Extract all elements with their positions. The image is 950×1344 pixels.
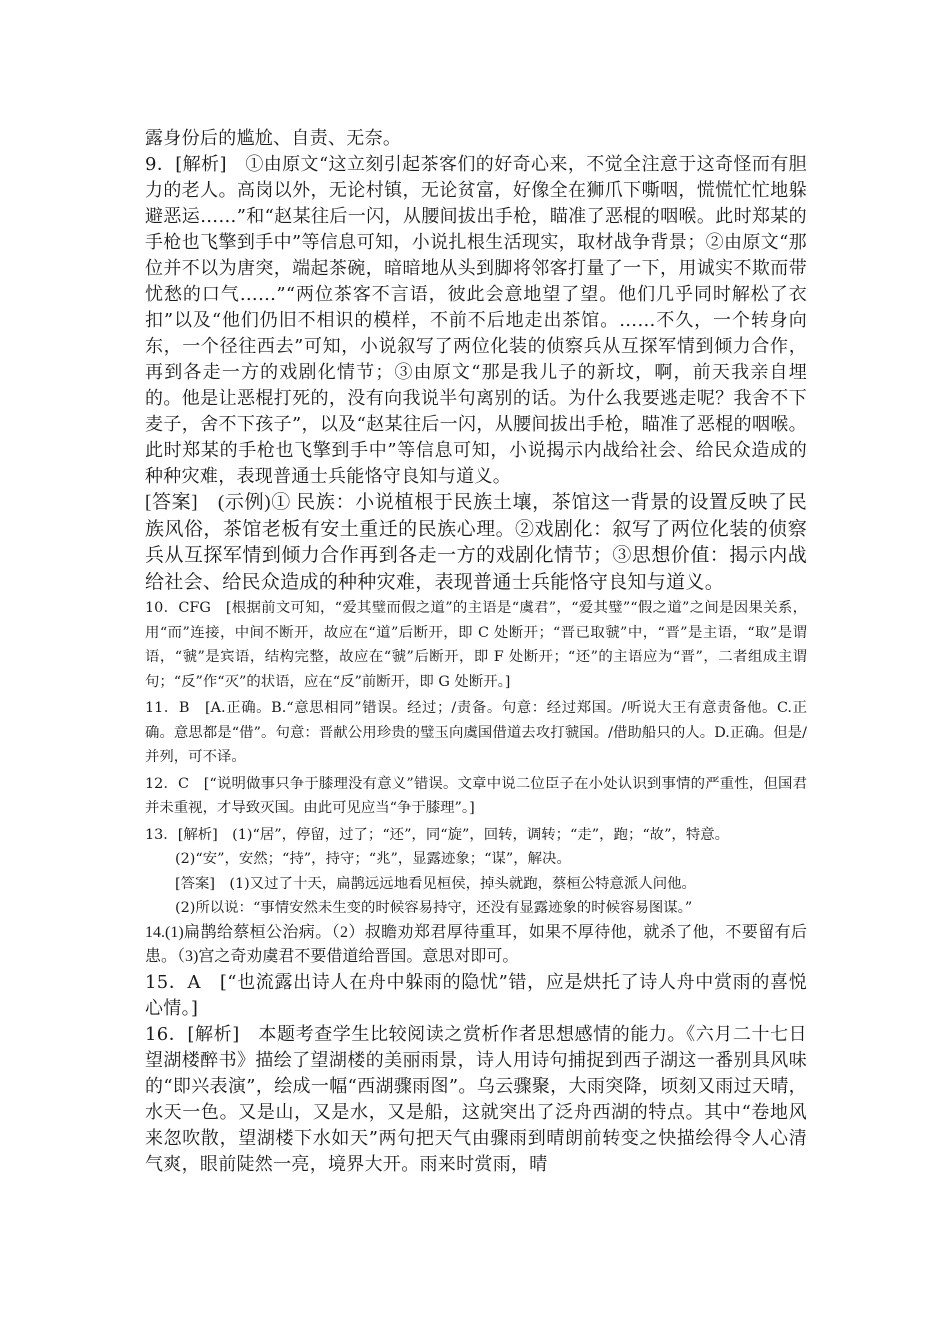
q15-answer: 15．A [“也流露出诗人在舟中躲雨的隐忧”错，应是烘托了诗人舟中赏雨的喜悦心情。]	[145, 971, 807, 1019]
q9-answer: [答案] (示例)① 民族：小说植根于民族土壤，茶馆这一背景的设置反映了民族风俗，茶馆老板有安土重迁的民族心理。②戏剧化：叙写了两位化装的侦察兵从互探军情到倾力合作再到各走一方的戏剧化情节；③思想价值：揭示内战给社会、给民众造成的种种灾难，表现普通士兵能恪守良知与道义。	[145, 492, 807, 593]
q13-analysis: 13．[解析] (1)“居”，停留，过了；“还”，同“旋”，回转，调转；“走”，跑；“故”，特意。	[145, 826, 729, 843]
q12-answer: 12．C [“说明做事只争于膝理没有意义”错误。文章中说二位臣子在小处认识到事情的严重性，但国君并未重视，才导致灭国。由此可见应当“争于膝理”。]	[145, 775, 807, 816]
q13-answer-1: [答案] (1)又过了十天，扁鹊远远地看见桓侯，掉头就跑，蔡桓公特意派人问他。	[175, 875, 696, 892]
continued-line: 露身份后的尴尬、自责、无奈。	[145, 128, 402, 149]
q13-answer-2: (2)所以说：“事情安然未生变的时候容易持守，还没有显露迹象的时候容易图谋。”	[175, 900, 693, 916]
document-page	[145, 126, 807, 1178]
q13-analysis-2: (2)“安”，安然；“持”，持守；“兆”，显露迹象；“谋”，解决。	[175, 851, 571, 867]
q14-answer: 14.(1)扁鹊给蔡桓公治病。（2）叔瞻劝郑君厚待重耳，如果不厚待他，就杀了他，不要留有后患。（3)宫之奇劝虞君不要借道给晋国。意思对即可。	[145, 923, 807, 965]
q9-analysis: 9．[解析] ①由原文“这立刻引起茶客们的好奇心来，不觉全注意于这奇怪而有胆力的老人。高岗以外，无论村镇，无论贫富，好像全在狮爪下嘶咽，慌慌忙忙地躲避恶运……”和“赵某往后一闪，从腰间拔出手枪，瞄准了恶棍的咽喉。此时郑某的手枪也飞擎到手中”等信息可知，小说扎根生活现实，取材战争背景；②由原文“那位并不以为唐突，端起茶碗，暗暗地从头到脚将邻客打量了一下，用诚实不欺而带忧愁的口气……”“两位茶客不言语，彼此会意地望了望。他们几乎同时解松了衣扣”以及“他们仍旧不相识的模样，不前不后地走出茶馆。……不久，一个转身向东，一个径往西去”可知，小说叙写了两位化装的侦察兵从互探军情到倾力合作，再到各走一方的戏剧化情节；③由原文“那是我儿子的新坟，啊，前天我亲自埋的。他是让恶棍打死的，没有向我说半句离别的话。为什么我要逃走呢？我舍不下麦子，舍不下孩子”，以及“赵某往后一闪，从腰间拔出手枪，瞄准了恶棍的咽喉。此时郑某的手枪也飞擎到手中”等信息可知，小说揭示内战给社会、给民众造成的种种灾难，表现普通士兵能恪守良知与道义。	[145, 154, 807, 487]
q10-answer: 10．CFG [根据前文可知，“爱其璧而假之道”的主语是“虞君”，“爱其璧”“假之道”之间是因果关系，用“而”连接，中间不断开，故应在“道”后断开，即 C 处断开；“晋已取虢”中，“晋”是主语，“取”是谓语，“虢”是宾语，结构完整，故应在“虢”后断开，即 F 处断开；“还”的主语应为“晋”，二者组成主谓句；“反”作“灭”的状语，应在“反”前断开，即 G 处断开。]	[145, 600, 807, 690]
q16-analysis: 16．[解析] 本题考查学生比较阅读之赏析作者思想感情的能力。《六月二十七日望湖楼醉书》描绘了望湖楼的美丽雨景，诗人用诗句捕捉到西子湖这一番别具风味的“即兴表演”，绘成一幅“西湖骤雨图”。乌云骤聚，大雨突降，顷刻又雨过天晴，水天一色。又是山，又是水，又是船，这就突出了泛舟西湖的特点。其中“卷地风来忽吹散，望湖楼下水如天”两句把天气由骤雨到晴朗前转变之快描绘得令人心清气爽，眼前陡然一亮，境界大开。雨来时赏雨，晴	[145, 1023, 807, 1175]
q11-answer: 11．B [A.正确。B.“意思相同”错误。经过；/责备。句意：经过郑国。/听说大王有意责备他。C.正确。意思都是“借”。句意：晋献公用珍贵的璧玉向虞国借道去攻打虢国。/借助船只的人。D.正确。但是/并列，可不译。	[145, 700, 807, 765]
